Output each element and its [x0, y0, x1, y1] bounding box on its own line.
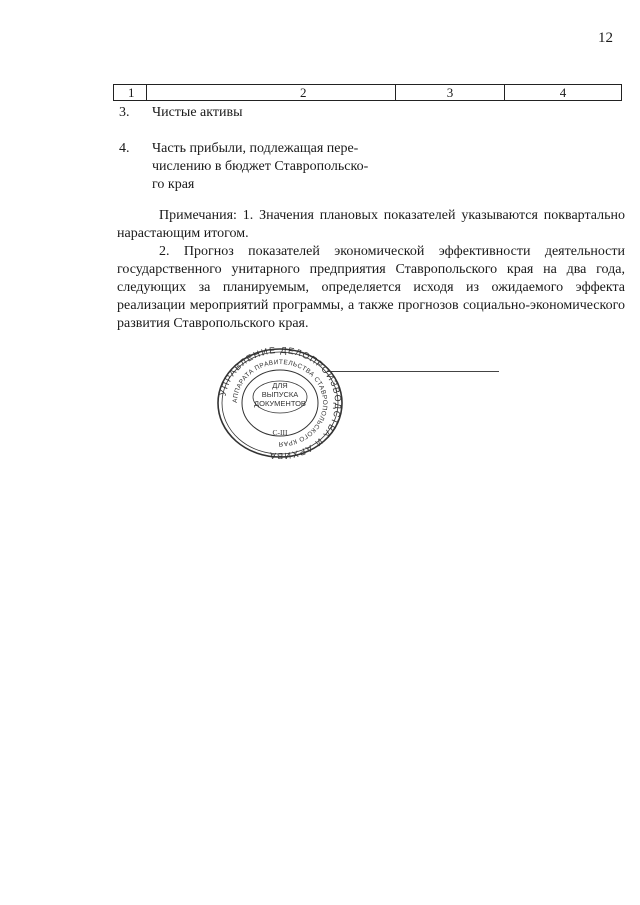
stamp-center-line-2: ВЫПУСКА	[261, 390, 299, 399]
column-number-2-cell	[147, 85, 396, 100]
stamp-center-line-3: ДОКУМЕНТОВ	[254, 399, 306, 408]
column-number-2: 2	[300, 85, 307, 100]
row-number: 3.	[119, 105, 130, 120]
official-stamp	[216, 347, 344, 459]
note-2: 2. Прогноз показателей экономической эффективности деятельности государственного унитарного предприятия Ставропольского края на два года, следующих за планируемым, определяется исходя из ожидаемого эффекта реализации мероприятий программы, а также прогнозов социально-экономического развития Ставропольского края.	[117, 244, 625, 331]
row-label: Часть прибыли, подлежащая пере- числению в бюджет Ставропольско- го края	[152, 141, 369, 192]
table-column-numbers	[113, 84, 622, 101]
signature-line	[327, 371, 499, 372]
stamp-seal-icon	[216, 347, 344, 459]
row-number: 4.	[119, 141, 130, 156]
row-label: Чистые активы	[152, 105, 243, 120]
stamp-code: С-III	[272, 428, 288, 437]
stamp-inner-ring-text: АППАРАТА ПРАВИТЕЛЬСТВА СТАВРОПОЛЬСКОГО КРАЯ	[231, 358, 329, 448]
notes-section	[117, 207, 625, 333]
column-number-3: 3	[396, 85, 505, 100]
stamp-outer-text: УПРАВЛЕНИЕ ДЕЛОПРОИЗВОДСТВА И АРХИВА	[217, 347, 344, 459]
stamp-center-line-1: ДЛЯ	[272, 381, 288, 390]
note-1: Примечания: 1. Значения плановых показателей указываются поквартально нарастающим итогом.	[117, 208, 625, 241]
column-number-1: 1	[114, 85, 147, 100]
column-number-4: 4	[559, 85, 567, 100]
page-number: 12	[598, 30, 613, 46]
